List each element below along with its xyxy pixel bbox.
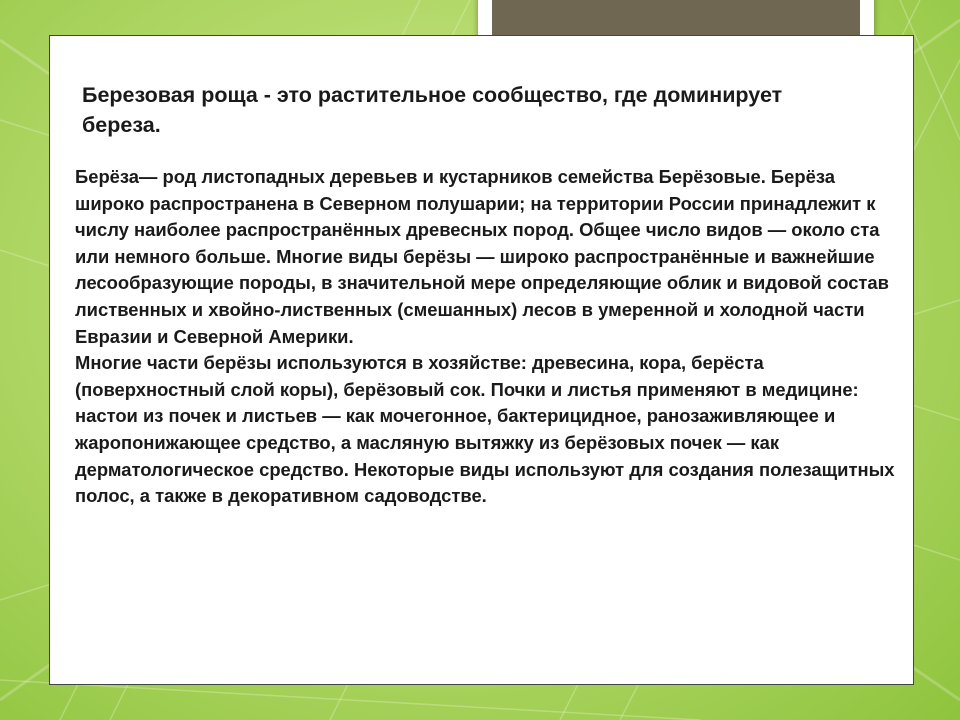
slide-heading: Березовая роща - это растительное сообщество, где доминирует береза. bbox=[82, 83, 783, 137]
slide-body bbox=[75, 164, 905, 510]
content-box bbox=[49, 35, 914, 685]
body-paragraph-1: Берёза— род листопадных деревьев и кустарников семейства Берёзовые. Берёза широко распространена в Северном полушарии; на территории России принадлежит к числу наиболее распространённых древесных пород. Общее число видов — около ста или немного больше. Многие виды берёзы — широко распространённые и важнейшие лесообразующие породы, в значительной мере определяющие облик и видовой состав лиственных и хвойно-лиственных (смешанных) лесов в умеренной и холодной части Евразии и Северной Америки. bbox=[75, 166, 889, 347]
body-paragraph-2: Многие части берёзы используются в хозяйстве: древесина, кора, берёста (поверхностный слой коры), берёзовый сок. Почки и листья применяют в медицине: настои из почек и листьев — как мочегонное, бактерицидное, ранозаживляющее и жаропонижающее средство, а масляную вытяжку из берёзовых почек — как дерматологическое средство. Некоторые виды используют для создания полезащитных полос, а также в декоративном садоводстве. bbox=[75, 352, 895, 507]
